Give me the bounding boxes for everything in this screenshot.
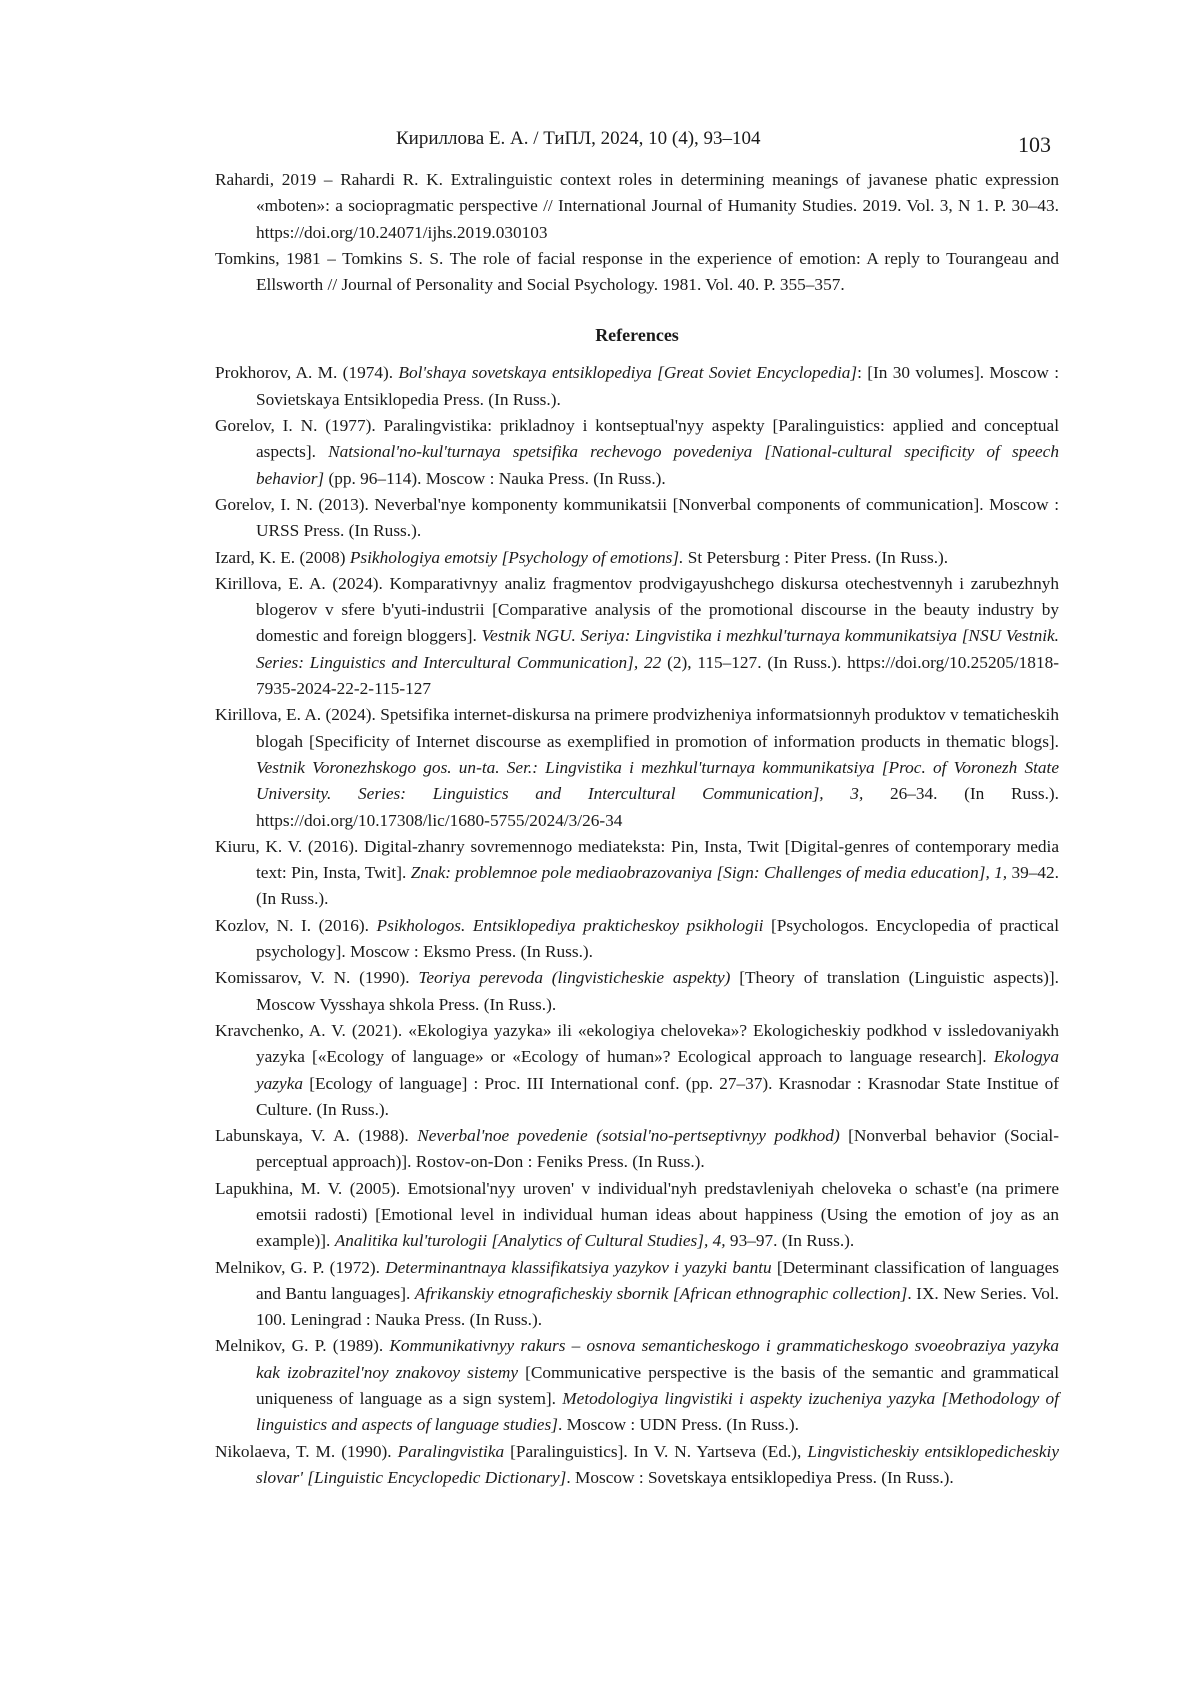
reference-italic-text: Analitika kul'turologii [Analytics of Cultural Studies], 4, [335,1231,726,1250]
reference-text: Nikolaeva, T. M. (1990). [215,1442,398,1461]
reference-text: . Moscow : UDN Press. (In Russ.). [558,1415,799,1434]
reference-text: Melnikov, G. P. (1972). [215,1258,385,1277]
reference-text: 39–42. (In Russ.). [256,863,1059,908]
reference-italic-text: Ekologya yazyka [256,1047,1059,1092]
reference-entry [215,545,1059,571]
reference-text: 93–97. (In Russ.). [726,1231,855,1250]
reference-italic-text: Afrikanskiy etnograficheskiy sbornik [African ethnographic collection] [415,1284,908,1303]
reference-text: Tomkins, 1981 – Tomkins S. S. The role of facial response in the experience of emotion: A reply to Tourangeau and Ellsworth // Journal of Personality and Social Psychology. 1981. Vol. 40. P. 355–357. [215,249,1059,294]
reference-entry [215,413,1059,492]
reference-text: Melnikov, G. P. (1989). [215,1336,389,1355]
reference-text: (pp. 96–114). Moscow : Nauka Press. (In Russ.). [324,469,666,488]
reference-text: [Determinant classification of languages and Bantu languages]. [256,1258,1059,1303]
reference-entry [215,1439,1059,1492]
reference-entry [215,167,1059,246]
reference-italic-text: Metodologiya lingvistiki i aspekty izucheniya yazyka [Methodology of linguistics and aspects of language studies] [256,1389,1059,1434]
reference-text: [Communicative perspective is the basis of the semantic and grammatical uniqueness of language as a sign system]. [256,1363,1059,1408]
reference-italic-text: Natsional'no-kul'turnaya spetsifika rechevogo povedeniya [National-cultural specificity of speech behavior] [256,442,1059,487]
reference-italic-text: Determinantnaya klassifikatsiya yazykov i yazyki bantu [385,1258,772,1277]
reference-text: [Paralinguistics]. In V. N. Yartseva (Ed.), [504,1442,807,1461]
page-content [215,167,1059,1491]
reference-entry [215,360,1059,413]
reference-text: : [In 30 volumes]. Moscow : Sovietskaya Entsiklopedia Press. (In Russ.). [256,363,1059,408]
reference-text: Izard, K. E. (2008) [215,548,350,567]
reference-list [215,360,1059,1491]
reference-entry [215,246,1059,299]
reference-text: Kirillova, E. A. (2024). Komparativnyy analiz fragmentov prodvigayushchego diskursa otechestvennyh i zarubezhnyh blogerov v sfere b'yuti-industrii [Comparative analysis of the promotional discourse in the beauty industry by domestic and foreign bloggers]. [215,574,1059,646]
reference-text: . Moscow : Sovetskaya entsiklopediya Press. (In Russ.). [566,1468,953,1487]
reference-italic-text: Bol'shaya sovetskaya entsiklopediya [Great Soviet Encyclopedia] [398,363,857,382]
reference-entry [215,1333,1059,1438]
reference-italic-text: Teoriya perevoda (lingvisticheskie aspekty) [418,968,730,987]
reference-text: Kiuru, K. V. (2016). Digital-zhanry sovremennogo mediateksta: Pin, Insta, Twit [Digital-genres of contemporary media text: Pin, Insta, Twit]. [215,837,1059,882]
reference-entry [215,1123,1059,1176]
reference-text: Kozlov, N. I. (2016). [215,916,377,935]
reference-text: Kravchenko, A. V. (2021). «Ekologiya yazyka» ili «ekologiya cheloveka»? Ekologicheskiy podkhod v issledovaniyakh yazyka [«Ecology of language» or «Ecology of human»? Ecological approach to language research]. [215,1021,1059,1066]
reference-italic-text: Znak: problemnoe pole mediaobrazovaniya [Sign: Challenges of media education], 1, [411,863,1007,882]
reference-entry [215,834,1059,913]
reference-italic-text: Neverbal'noe povedenie (sotsial'no-pertseptivnyy podkhod) [417,1126,839,1145]
reference-text: Rahardi, 2019 – Rahardi R. K. Extralinguistic context roles in determining meanings of javanese phatic expression «mboten»: a sociopragmatic perspective // International Journal of Humanity Studies. 2019. Vol. 3, N 1. P. 30–43. https://doi.org/10.24071/ijhs.2019.030103 [215,170,1059,242]
reference-text: [Theory of translation (Linguistic aspects)]. Moscow Vysshaya shkola Press. (In Russ.). [256,968,1059,1013]
reference-text: Kirillova, E. A. (2024). Spetsifika internet-diskursa na primere prodvizheniya informatsionnyh produktov v tematicheskih blogah [Specificity of Internet discourse as exemplified in promotion of information products in thematic blogs]. [215,705,1059,750]
reference-text: [Nonverbal behavior (Social-perceptual approach)]. Rostov-on-Don : Feniks Press. (In Russ.). [256,1126,1059,1171]
reference-italic-text: Vestnik Voronezhskogo gos. un-ta. Ser.: Lingvistika i mezhkul'turnaya kommunikatsiya [Proc. of Voronezh State University. Series: Linguistics and Intercultural Communication], 3, [256,758,1059,803]
reference-text: [Psychologos. Encyclopedia of practical psychology]. Moscow : Eksmo Press. (In Russ.). [256,916,1059,961]
reference-text: St Petersburg : Piter Press. (In Russ.). [683,548,948,567]
reference-italic-text: Kommunikativnyy rakurs – osnova semanticheskogo i grammaticheskogo svoeobraziya yazyka kak izobrazitel'noy znakovoy sistemy [256,1336,1059,1381]
reference-text: Gorelov, I. N. (2013). Neverbal'nye komponenty kommunikatsii [Nonverbal components of communication]. Moscow : URSS Press. (In Russ.). [215,495,1059,540]
reference-text: Labunskaya, V. A. (1988). [215,1126,417,1145]
references-heading: References [215,322,1059,348]
page-number: 103 [1018,132,1051,158]
reference-entry [215,492,1059,545]
reference-entry [215,1176,1059,1255]
page-header [0,128,1200,158]
preceding-reference-list [215,167,1059,298]
reference-italic-text: Psikhologos. Entsiklopediya prakticheskoy psikhologii [377,916,764,935]
reference-text: Komissarov, V. N. (1990). [215,968,418,987]
reference-text: Gorelov, I. N. (1977). Paralingvistika: prikladnoy i kontseptual'nyy aspekty [Paralinguistics: applied and conceptual aspects]. [215,416,1059,461]
reference-text: 26–34. (In Russ.). https://doi.org/10.17308/lic/1680-5755/2024/3/26-34 [256,784,1059,829]
reference-entry [215,571,1059,702]
reference-italic-text: Psikhologiya emotsiy [Psychology of emotions]. [350,548,684,567]
reference-text: [Ecology of language] : Proc. III International conf. (pp. 27–37). Krasnodar : Krasnodar State Institue of Culture. (In Russ.). [256,1074,1059,1119]
reference-text: Prokhorov, A. M. (1974). [215,363,398,382]
reference-text: . IX. New Series. Vol. 100. Leningrad : Nauka Press. (In Russ.). [256,1284,1059,1329]
reference-text: Lapukhina, M. V. (2005). Emotsional'nyy uroven' v individual'nyh predstavleniyah cheloveka o schast'e (na primere emotsii radosti) [Emotional level in individual human ideas about happiness (Using the emotion of joy as an example)]. [215,1179,1059,1251]
reference-entry [215,1255,1059,1334]
reference-entry [215,1018,1059,1123]
reference-entry [215,965,1059,1018]
reference-italic-text: Vestnik NGU. Seriya: Lingvistika i mezhkul'turnaya kommunikatsiya [NSU Vestnik. Series: Linguistics and Intercultural Communication], 22 [256,626,1059,671]
reference-italic-text: Paralingvistika [398,1442,505,1461]
reference-italic-text: Lingvisticheskiy entsiklopedicheskiy slovar' [Linguistic Encyclopedic Dictionary] [256,1442,1059,1487]
reference-entry [215,702,1059,833]
reference-text: (2), 115–127. (In Russ.). https://doi.org/10.25205/1818-7935-2024-22-2-115-127 [256,653,1059,698]
running-head: Кириллова Е. А. / ТиПЛ, 2024, 10 (4), 93–104 [396,128,761,150]
reference-entry [215,913,1059,966]
